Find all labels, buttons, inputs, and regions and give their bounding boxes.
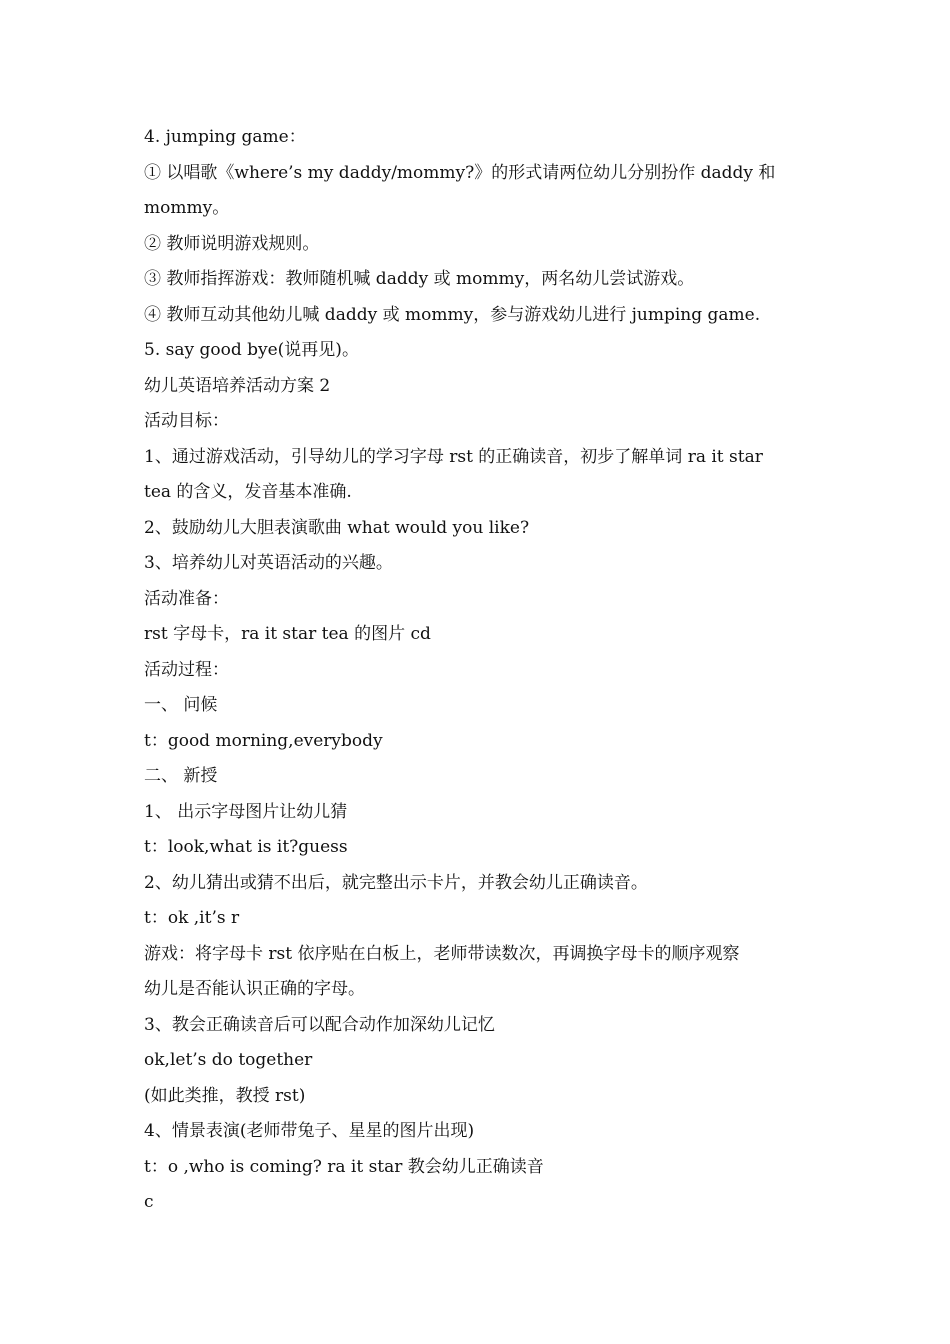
document-body [144,120,814,1221]
text-line: 二、 新授 [144,766,218,786]
text-line: ok,let’s do together [144,1050,313,1070]
text-line: 1、通过游戏活动，引导幼儿的学习字母 rst 的正确读音，初步了解单词 ra it star [144,446,763,467]
text-line: ③ 教师指挥游戏：教师随机喊 daddy 或 mommy，两名幼儿尝试游戏。 [144,269,695,289]
text-line: rst 字母卡，ra it star tea 的图片 cd [144,624,431,644]
text-line: 幼儿是否能认识正确的字母。 [144,979,365,999]
text-line: 2、鼓励幼儿大胆表演歌曲 what would you like? [144,517,530,538]
text-line: 3、教会正确读音后可以配合动作加深幼儿记忆 [144,1014,495,1035]
text-line: 1、 出示字母图片让幼儿猜 [144,801,348,822]
text-line: t：good morning,everybody [144,730,383,751]
text-line: ④ 教师互动其他幼儿喊 daddy 或 mommy，参与游戏幼儿进行 jumping game. [144,304,761,325]
text-line: ① 以唱歌《where’s my daddy/mommy?》的形式请两位幼儿分别扮作 daddy 和 [144,162,776,183]
text-line: 5. say good bye(说再见)。 [144,340,359,360]
text-line: 一、 问候 [144,695,218,715]
text-line: 4. jumping game： [144,127,306,147]
text-line: t：o ,who is coming? ra it star 教会幼儿正确读音 [144,1156,544,1177]
text-line: t：ok ,it’s r [144,908,240,928]
section-heading: 活动目标： [144,411,229,431]
section-heading: 活动准备： [144,588,229,609]
text-line: ② 教师说明游戏规则。 [144,233,320,254]
text-line: 3、培养幼儿对英语活动的兴趣。 [144,553,393,573]
text-line: t：look,what is it?guess [144,837,348,857]
section-title: 幼儿英语培养活动方案 2 [144,375,331,396]
text-line: 游戏：将字母卡 rst 依序贴在白板上，老师带读数次，再调换字母卡的顺序观察 [144,943,740,964]
text-line: tea 的含义，发音基本准确. [144,482,352,502]
text-line: mommy。 [144,198,230,218]
text-line: c [144,1192,154,1212]
section-heading: 活动过程： [144,659,229,680]
text-line: (如此类推，教授 rst) [144,1085,306,1106]
text-line: 4、情景表演(老师带兔子、星星的图片出现) [144,1121,475,1141]
text-line: 2、幼儿猜出或猜不出后，就完整出示卡片，并教会幼儿正确读音。 [144,872,648,893]
